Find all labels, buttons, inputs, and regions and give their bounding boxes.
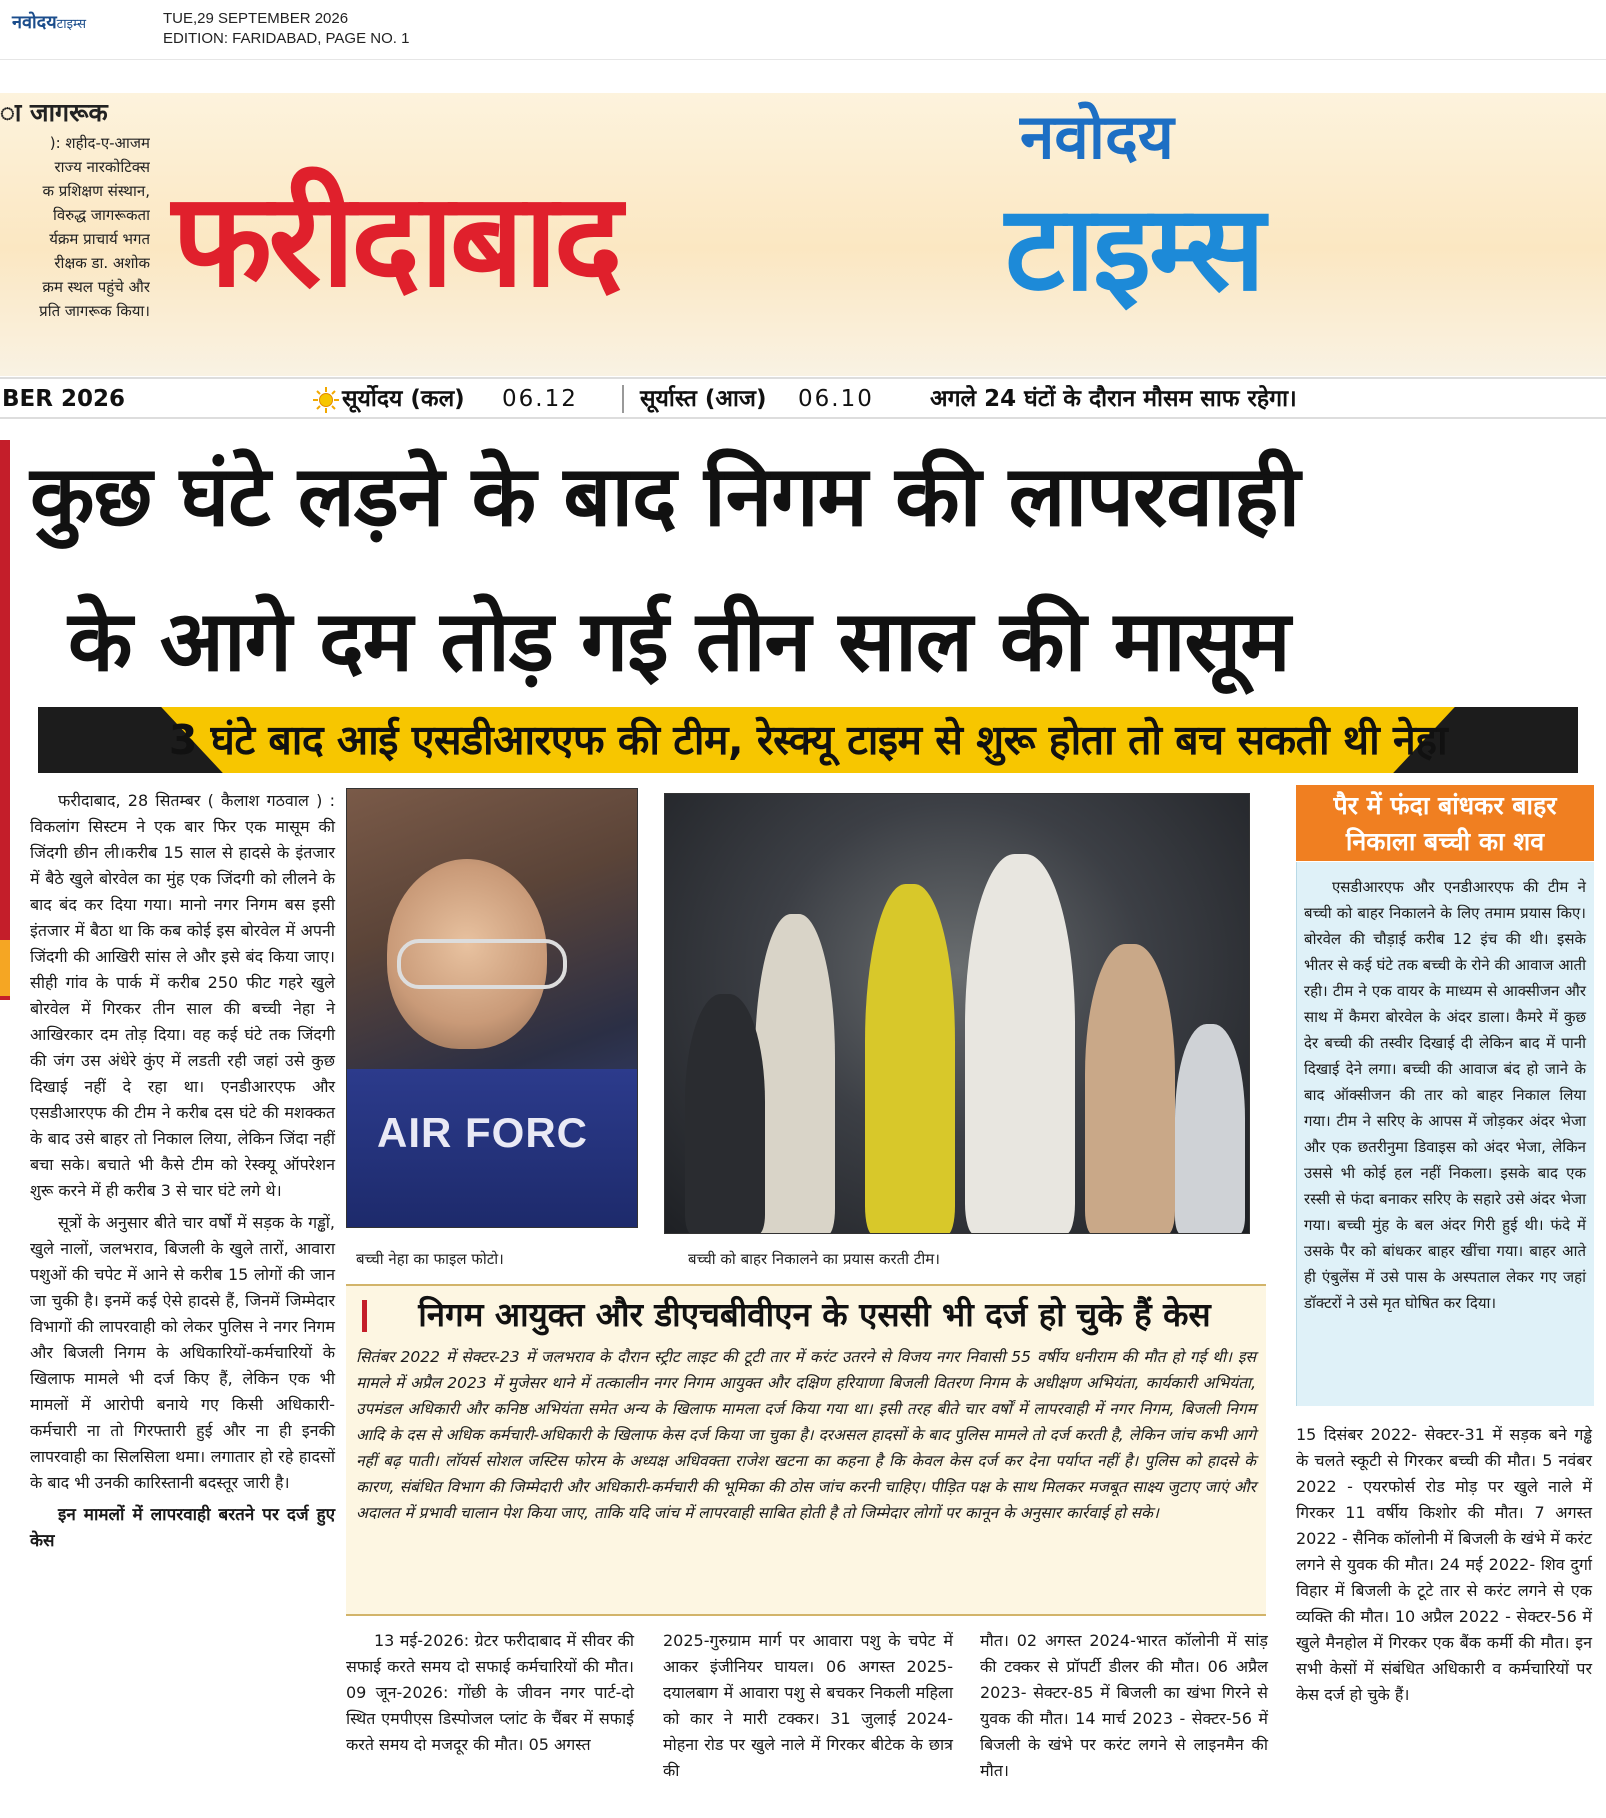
left-edge-bar <box>0 440 10 1000</box>
strip-line: रीक्षक डा. अशोक <box>54 254 150 272</box>
logo-main: नवोदय <box>12 12 57 32</box>
boxed-story-body: सितंबर 2022 में सेक्टर-23 में जलभराव के दौरान स्ट्रीट लाइट की टूटी तार में करंट उतरने से विजय नगर निवासी 55 वर्षीय धनीराम की मौत हो गई थी। इस मामले में अप्रैल 2023 में मुजेसर थाने में तत्कालीन नगर निगम आयुक्त और दक्षिण हरियाणा बिजली वितरण निगम के अधीक्षण अभियंता, कार्यकारी अभियंता, उपमंडल अधिकारी और कनिष्ठ अभियंता समेत अन्य के खिलाफ मामला दर्ज किया गया था। इसी तरह बीते चार वर्षों में लापरवाही में नगर निगम, बिजली निगम आदि के दस से अधिक कर्मचारी-अधिकारी के खिलाफ केस दर्ज किया जा चुका है। दरअसल हादसों के बाद पुलिस मामले तो दर्ज करती है, लेकिन जांच कभी आगे नहीं बढ़ पाती। लॉयर्स सोशल जस्टिस फोरम के अध्यक्ष अधिवक्ता राजेश खटना का कहना है कि केवल केस दर्ज कर देना पर्याप्त नहीं है। पुलिस को हादसे के कारण, संबंधित विभाग की जिम्मेदारी और अधिकारी-कर्मचारी की भूमिका की ठोस जांच करनी चाहिए। पीड़ित पक्ष के साथ मिलकर मजबूत साक्ष्य जुटाए जाएं और अदालत में प्रभावी चालान पेश किया जाए, ताकि यदि जांच में लापरवाही साबित होती है तो जिम्मेदार लोगों पर कानून के अनुसार कार्रवाई हो सके। <box>356 1348 1256 1522</box>
site-logo[interactable] <box>12 10 86 34</box>
cases-list-text: 13 मई-2026: ग्रेटर फरीदाबाद में सीवर की सफाई करते समय दो सफाई कर्मचारियों की मौत। 09 जून-2026: गोंछी के जीवन नगर पार्ट-दो स्थित एमपीएस डिस्पोजल प्लांट के चैंबर में सफाई करते समय दो मजदूर की मौत। 05 अगस्त <box>346 1631 634 1754</box>
masthead-city-title: फरीदाबाद <box>172 164 619 316</box>
divider <box>622 385 624 413</box>
main-headline-line2: के आगे दम तोड़ गई तीन साल की मासूम <box>68 592 1290 690</box>
strip-line: राज्य नारकोटिक्स <box>54 158 150 176</box>
sidebar-heading: पैर में फंदा बांधकर बाहर निकाला बच्ची का शव <box>1296 785 1594 861</box>
sunrise-time: 06.12 <box>502 386 578 412</box>
main-headline-line1: कुछ घंटे लड़ने के बाद निगम की लापरवाही <box>30 447 1300 545</box>
logo-sub: टाइम्स <box>56 16 86 31</box>
photo-person <box>865 884 955 1234</box>
sidebar-text: एसडीआरएफ और एनडीआरएफ की टीम ने बच्ची को बाहर निकालने के लिए तमाम प्रयास किए। बोरवेल की चौड़ाई करीब 12 इंच की थी। इसके भीतर से कई घंटे तक बच्ची के रोने की आवाज आती रही। टीम ने एक वायर के माध्यम से आक्सीजन और साथ में कैमरा बोरवेल के अंदर डाला। कैमरे में कुछ देर बच्ची की तस्वीर दिखाई दी लेकिन बाद में पानी दिखाई देने लगा। बच्ची की आवाज बंद हो जाने के बाद ऑक्सीजन की तार को बाहर निकाल लिया गया। टीम ने सरिए के आपस में जोड़कर अंदर भेजा और एक छतरीनुमा डिवाइस को अंदर भेजा, लेकिन उससे भी कोई हल नहीं निकला। इसके बाद एक रस्सी से फंदा बनाकर सरिए के सहारे उसे अंदर भेजा गया। बच्ची मुंह के बल अंदर गिरी हुई थी। फंदे में उसके पैर को बांधकर बाहर खींचा गया। बाहर आते ही एंबुलेंस में उसे पास के अस्पताल लेकर गए जहां डॉक्टरों ने उसे मृत घोषित कर दिया। <box>1304 878 1586 1312</box>
photo2-caption: बच्ची को बाहर निकालने का प्रयास करती टीम। <box>688 1250 940 1268</box>
story-left-column <box>30 788 335 1554</box>
strip-line: र्यक्रम प्राचार्य भगत <box>49 230 150 248</box>
strip-line: ): शहीद-ए-आजम <box>49 134 150 152</box>
sunrise-label: सूर्योदय (कल) <box>342 386 465 412</box>
photo-person <box>1175 1024 1245 1234</box>
photo-person <box>1085 944 1175 1234</box>
photo-shirt-print: AIR FORC <box>377 1109 588 1156</box>
strip-line: क्रम स्थल पहुंचे और <box>42 278 150 296</box>
strip-line: प्रति जागरूक किया। <box>39 302 150 320</box>
photo-subject-glasses <box>397 939 567 989</box>
masthead-left-news-strip <box>0 101 150 323</box>
forecast-text: अगले 24 घंटों के दौरान मौसम साफ रहेगा। <box>930 386 1297 412</box>
story-paragraph: फरीदाबाद, 28 सितम्बर ( कैलाश गठवाल ) : विकलांग सिस्टम ने एक बार फिर एक मासूम की जिंदगी छीन ली।करीब 15 साल से हादसे के इंतजार में बैठे खुले बोरवेल का मुंह एक जिंदगी को लीलने के बाद बंद कर दिया गया। मानो नगर निगम बस इसी इंतजार में बैठा था कि कब कोई इस बोरवेल में अपनी जिंदगी की आखिरी सांस ले और इसे बंद किया जाए। सीही गांव के पार्क में करीब 250 फीट गहरे खुले बोरवेल में गिरकर तीन साल की बच्ची नेहा ने आखिरकार दम तोड़ दिया। वह कई घंटे तक जिंदगी की जंग उस अंधेरे कुंए में लडती रही जहां उसे कुछ दिखाई नहीं दे रहा था। एनडीआरएफ और एसडीआरएफ की टीम ने करीब दस घंटे की मशक्कत के बाद उसे बाहर तो निकाल लिया, लेकिन जिंदा नहीं बचा सके। बचाते भी कैसे टीम को रेस्क्यू ऑपरेशन शुरू करने में ही करीब 3 से चार घंटे लगे थे। <box>30 791 335 1200</box>
issue-date: TUE,29 SEPTEMBER 2026 <box>163 10 349 27</box>
edge-tab <box>0 940 10 996</box>
masthead <box>0 93 1606 376</box>
story-paragraph: सूत्रों के अनुसार बीते चार वर्षों में सड़क के गड्ढों, खुले नालों, जलभराव, बिजली के खुले तारों, आवारा पशुओं की चपेट में आने से करीब 15 लोगों की जान जा चुकी है। इनमें कई ऐसे हादसे हैं, जिनमें जिम्मेदार विभागों की लापरवाही को लेकर पुलिस ने नगर निगम और बिजली निगम के अधिकारियों-कर्मचारियों के खिलाफ मामले भी दर्ज किए हैं, लेकिन एक भी मामलों में आरोपी बनाये गए किसी अधिकारी-कर्मचारी ना तो गिरफ्तारी हुई और ना ही इनकी लापरवाही का सिलसिला थमा। लगातार हो रहे हादसों के बाद भी उनकी कारिस्तानी बदस्तूर जारी है। <box>30 1213 335 1492</box>
sun-icon <box>312 386 340 414</box>
masthead-brand-line1: नवोदय <box>1020 100 1174 173</box>
cases-subhead: इन मामलों में लापरवाही बरतने पर दर्ज हुए केस <box>30 1505 335 1551</box>
sunset-label: सूर्यास्त (आज) <box>640 386 767 412</box>
photo-person <box>965 854 1075 1234</box>
cases-list-column-4 <box>1296 1422 1592 1708</box>
photo-person <box>755 914 835 1234</box>
photo-girl-file[interactable] <box>346 788 638 1228</box>
subheadline: 3 घंटे बाद आई एसडीआरएफ की टीम, रेस्क्यू टाइम से शुरू होता तो बच सकती थी नेहा <box>168 716 1448 764</box>
photo-person <box>685 994 765 1234</box>
cases-list-column-2 <box>663 1628 953 1784</box>
masthead-brand-line2: टाइम्स <box>1005 179 1264 317</box>
cases-list-column-3 <box>980 1628 1268 1784</box>
cases-list-text: 2025-गुरुग्राम मार्ग पर आवारा पशु के चपेट में आकर इंजीनियर घायल। 06 अगस्त 2025-दयालबाग में आवारा पशु से बचकर निकली महिला को कार ने मारी टक्कर। 31 जुलाई 2024- मोहना रोड पर खुले नाले में गिरकर बीटेक के छात्र की <box>663 1631 953 1780</box>
cases-list-text: 15 दिसंबर 2022- सेक्टर-31 में सड़क बने गड्ढे के चलते स्कूटी से गिरकर बच्ची की मौत। 5 नवंबर 2022 - एयरफोर्स रोड मोड़ पर खुले नाले में गिरकर 11 वर्षीय किशोर की मौत। 7 अगस्त 2022 - सैनिक कॉलोनी में बिजली के खंभे में करंट लगने से युवक की मौत। 24 मई 2022- शिव दुर्गा विहार में बिजली के टूटे तार से करंट लगने से एक व्यक्ति की मौत। 10 अप्रैल 2022 - सेक्टर-56 में खुले मैनहोल में गिरकर एक बैंक कर्मी की मौत। इन सभी केसों में संबंधित अधिकारी व कर्मचारियों पर केस दर्ज हो चुके हैं। <box>1296 1425 1592 1704</box>
strip-heading: ा जागरूक <box>0 101 108 127</box>
weather-strip <box>0 377 1606 419</box>
boxed-story-title: निगम आयुक्त और डीएचबीवीएन के एससी भी दर्ज हो चुके हैं केस <box>362 1288 1267 1342</box>
strip-line: विरुद्ध जागरूकता <box>52 206 150 224</box>
strip-line: क प्रशिक्षण संस्थान, <box>42 182 150 200</box>
date-fragment: BER 2026 <box>2 386 125 412</box>
cases-list-column-1 <box>346 1628 634 1758</box>
sunset-time: 06.10 <box>798 386 874 412</box>
photo-rescue-team[interactable] <box>664 793 1250 1234</box>
subheadline-banner <box>38 707 1578 773</box>
edition-label: EDITION: FARIDABAD, PAGE NO. 1 <box>163 30 410 47</box>
epaper-topbar <box>0 0 1606 60</box>
sidebar-body <box>1304 874 1586 1316</box>
photo1-caption: बच्ची नेहा का फाइल फोटो। <box>356 1250 504 1268</box>
cases-list-text: मौत। 02 अगस्त 2024-भारत कॉलोनी में सांड़ की टक्कर से प्रॉपर्टी डीलर की मौत। 06 अप्रैल 2023- सेक्टर-85 में बिजली का खंभा गिरने से युवक की मौत। 14 मार्च 2023 - सेक्टर-56 में बिजली के खंभे पर करंट लगने से लाइनमैन की मौत। <box>980 1631 1268 1780</box>
dateline <box>163 9 409 49</box>
